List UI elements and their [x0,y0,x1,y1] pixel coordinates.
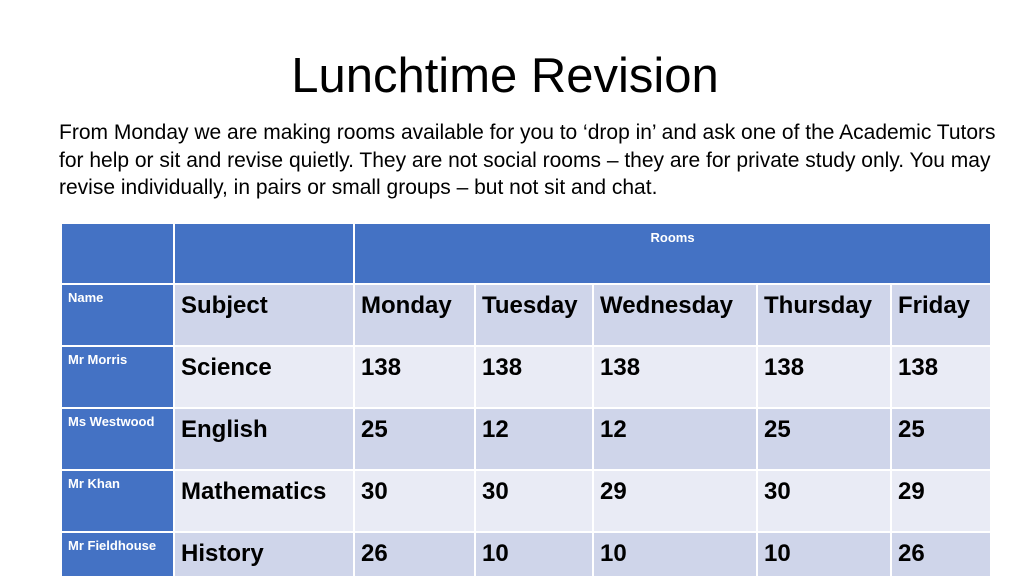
room-cell: 25 [757,408,891,470]
table-row [61,470,991,532]
room-cell: 25 [354,408,475,470]
subject-cell: English [174,408,354,470]
table-row [61,532,991,576]
subject-cell: Science [174,346,354,408]
room-cell: 10 [593,532,757,576]
room-cell: 30 [757,470,891,532]
table-row [61,408,991,470]
table-row [61,346,991,408]
day-header-thursday: Thursday [757,284,891,346]
revision-timetable [60,222,992,576]
rooms-header-row [61,223,991,284]
tutor-name: Mr Fieldhouse [61,532,174,576]
header-blank-cell [174,223,354,284]
tutor-name: Mr Morris [61,346,174,408]
room-cell: 30 [354,470,475,532]
room-cell: 29 [891,470,991,532]
column-header-row [61,284,991,346]
room-cell: 12 [593,408,757,470]
room-cell: 29 [593,470,757,532]
room-cell: 138 [593,346,757,408]
day-header-tuesday: Tuesday [475,284,593,346]
room-cell: 10 [757,532,891,576]
room-cell: 10 [475,532,593,576]
subject-cell: History [174,532,354,576]
room-cell: 138 [757,346,891,408]
day-header-monday: Monday [354,284,475,346]
day-header-wednesday: Wednesday [593,284,757,346]
room-cell: 25 [891,408,991,470]
rooms-header: Rooms [354,223,991,284]
room-cell: 12 [475,408,593,470]
header-blank-cell [61,223,174,284]
slide-title: Lunchtime Revision [291,49,719,103]
tutor-name: Mr Khan [61,470,174,532]
room-cell: 26 [891,532,991,576]
day-header-friday: Friday [891,284,991,346]
room-cell: 138 [475,346,593,408]
room-cell: 26 [354,532,475,576]
room-cell: 30 [475,470,593,532]
room-cell: 138 [891,346,991,408]
tutor-name: Ms Westwood [61,408,174,470]
intro-paragraph: From Monday we are making rooms available for you to ‘drop in’ and ask one of the Academic Tutors for help or sit and revise quietly. They are not social rooms – they are for private study only. You may revise individually, in pairs or small groups – but not sit and chat. [59,121,996,199]
subject-header: Subject [174,284,354,346]
name-header: Name [61,284,174,346]
subject-cell: Mathematics [174,470,354,532]
room-cell: 138 [354,346,475,408]
